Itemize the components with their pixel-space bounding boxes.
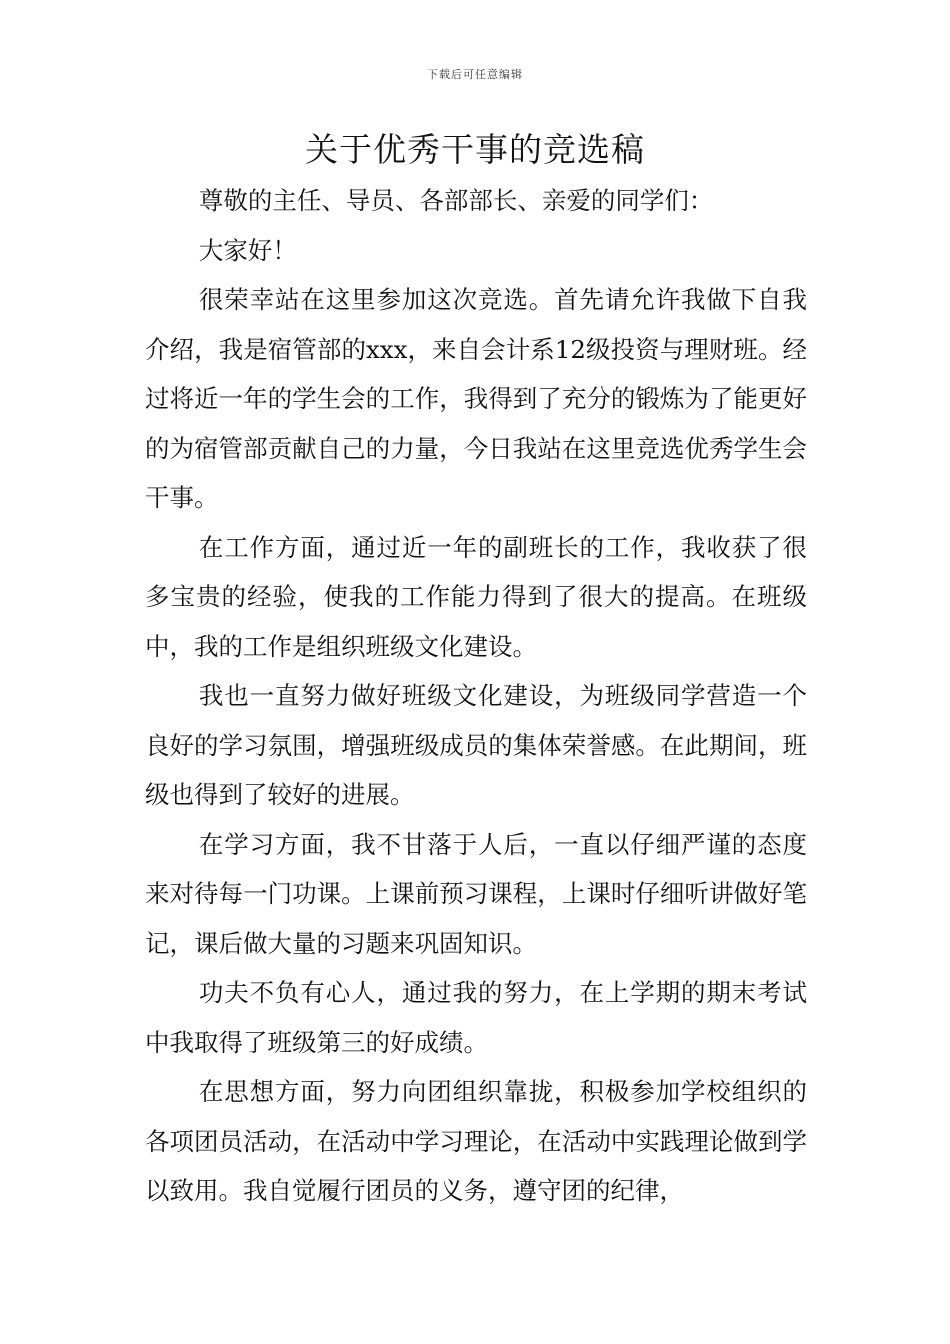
document-title: 关于优秀干事的竞选稿: [305, 130, 645, 169]
body-paragraph: 很荣幸站在这里参加这次竞选。首先请允许我做下自我介绍，我是宿管部的xxx，来自会计系12级投资与理财班。经过将近一年的学生会的工作，我得到了充分的锻炼为了能更好的为宿管部贡献自己的力量，今日我站在这里竞选优秀学生会干事。: [145, 285, 807, 512]
header-note: 下载后可任意编辑: [427, 68, 523, 81]
body-paragraph: 在思想方面，努力向团组织靠拢，积极参加学校组织的各项团员活动，在活动中学习理论，在活动中实践理论做到学以致用。我自觉履行团员的义务，遵守团的纪律，: [145, 1077, 807, 1205]
salutation-paragraph: 尊敬的主任、导员、各部部长、亲爱的同学们：: [198, 186, 714, 215]
body-paragraph: 在学习方面，我不甘落于人后，一直以仔细严谨的态度来对待每一门功课。上课前预习课程，上课时仔细听讲做好笔记，课后做大量的习题来巩固知识。: [145, 829, 807, 958]
body-paragraph: 我也一直努力做好班级文化建设，为班级同学营造一个良好的学习氛围，增强班级成员的集体荣誉感。在此期间，班级也得到了较好的进展。: [145, 681, 807, 809]
document-body: [145, 176, 807, 1216]
body-paragraph: 在工作方面，通过近一年的副班长的工作，我收获了很多宝贵的经验，使我的工作能力得到了很大的提高。在班级中，我的工作是组织班级文化建设。: [145, 532, 807, 661]
greeting-paragraph: 大家好！: [198, 235, 297, 265]
body-paragraph: 功夫不负有心人，通过我的努力，在上学期的期末考试中我取得了班级第三的好成绩。: [145, 978, 807, 1057]
